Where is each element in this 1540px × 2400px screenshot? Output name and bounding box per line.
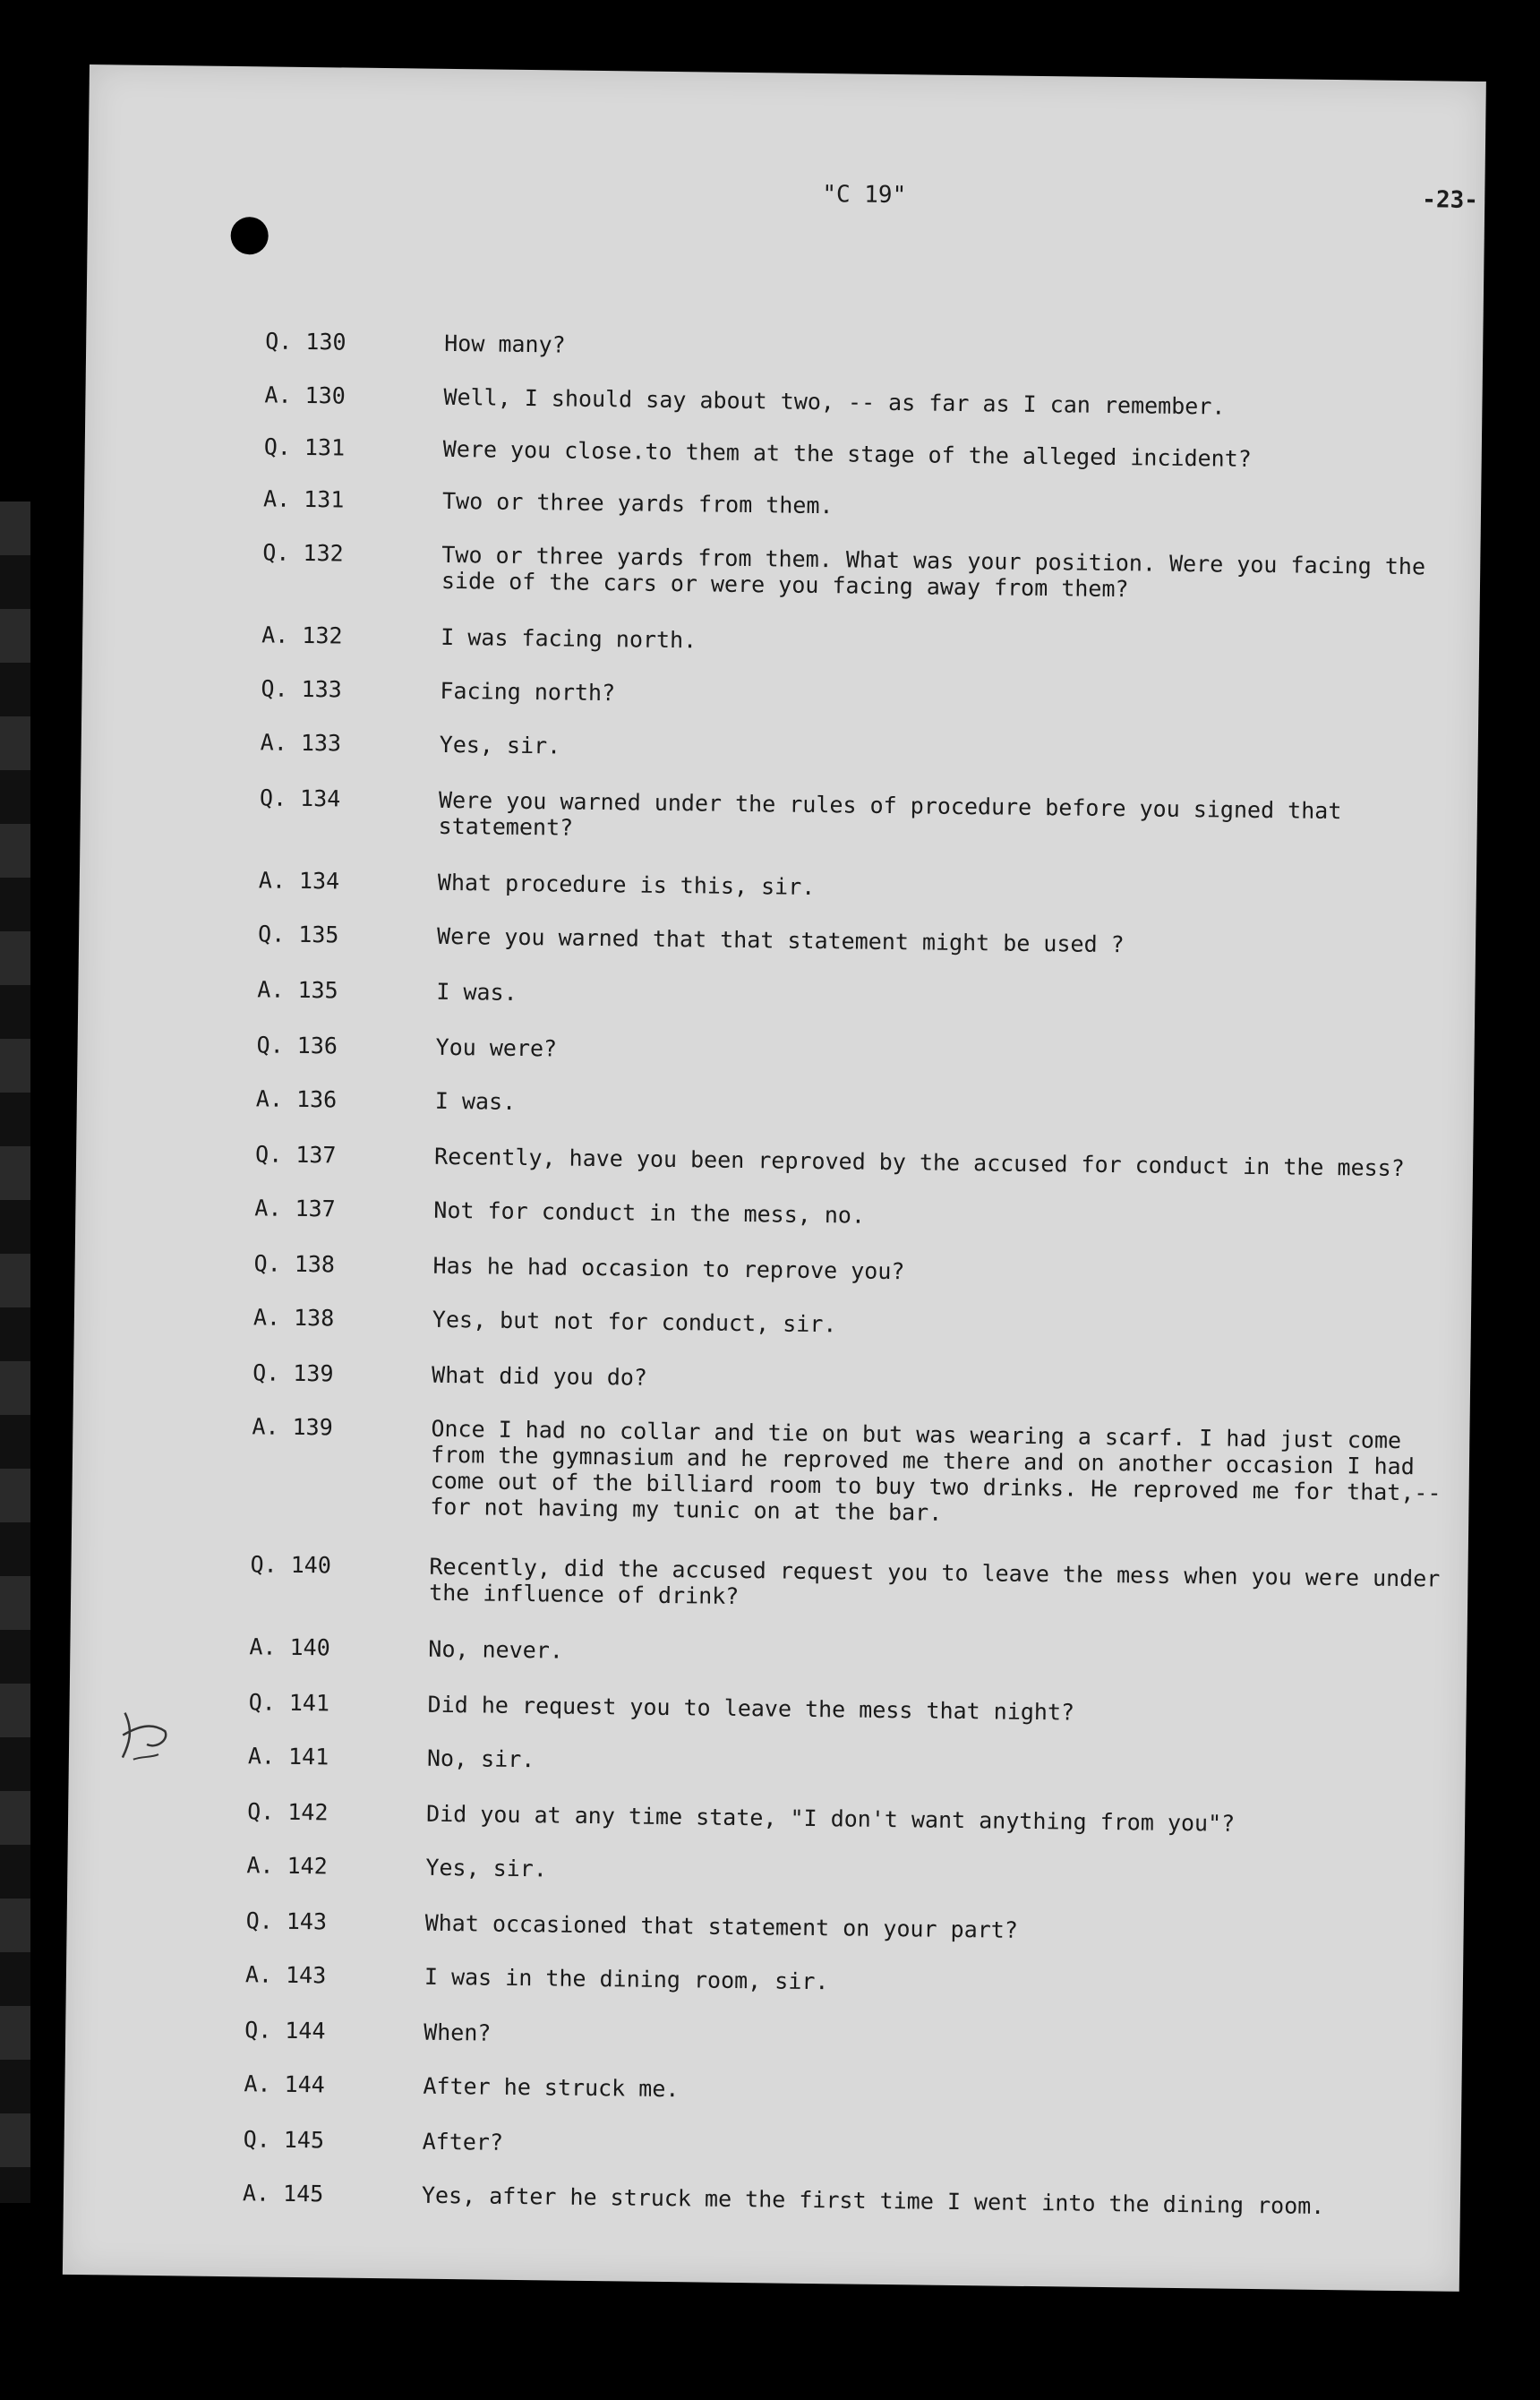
qa-text: Were you warned that that statement might be used ? xyxy=(436,922,1125,958)
qa-text: Well, I should say about two, -- as far as I can remember. xyxy=(443,383,1226,420)
qa-text: After? xyxy=(422,2128,504,2156)
qa-label: Q. 133 xyxy=(261,675,342,703)
qa-label: Q. 142 xyxy=(247,1798,329,1826)
qa-label: A. 133 xyxy=(260,729,342,757)
qa-label: A. 145 xyxy=(242,2180,324,2207)
qa-row xyxy=(74,1302,1471,1338)
qa-row xyxy=(86,380,1483,420)
qa-row xyxy=(69,1741,1466,1773)
qa-label: A. 136 xyxy=(255,1085,338,1113)
qa-text: I was. xyxy=(434,1087,517,1115)
film-edge xyxy=(0,501,30,2203)
qa-text: I was in the dining room, sir. xyxy=(424,1963,829,1995)
qa-text: What procedure is this, sir. xyxy=(437,869,816,900)
qa-row xyxy=(65,2015,1462,2046)
qa-label: Q. 140 xyxy=(250,1551,332,1579)
qa-label: A. 132 xyxy=(261,621,343,649)
qa-label: A. 139 xyxy=(252,1413,333,1441)
qa-row xyxy=(72,1549,1468,1609)
qa-row xyxy=(85,432,1482,472)
qa-row xyxy=(86,326,1483,358)
qa-label: A. 138 xyxy=(252,1304,335,1332)
handwritten-initials-icon xyxy=(116,1703,179,1767)
qa-row xyxy=(77,1084,1474,1115)
qa-text: I was. xyxy=(436,978,518,1006)
qa-label: Q. 130 xyxy=(265,328,346,356)
qa-text: Recently, have you been reproved by the accused for conduct in the mess? xyxy=(433,1143,1405,1182)
qa-row xyxy=(79,974,1476,1006)
qa-text: No, never. xyxy=(428,1635,564,1664)
qa-row xyxy=(67,1906,1464,1943)
qa-text: Has he had occasion to reprove you? xyxy=(432,1252,905,1285)
qa-text: Yes, sir. xyxy=(425,1854,548,1882)
qa-row xyxy=(82,620,1479,654)
qa-row xyxy=(79,919,1476,958)
qa-label: Q. 137 xyxy=(254,1141,337,1169)
qa-row xyxy=(73,1411,1470,1526)
qa-label: Q. 136 xyxy=(256,1032,338,1059)
qa-text: I was facing north. xyxy=(441,623,697,654)
qa-text: Were you close.to them at the stage of the alleged incident? xyxy=(442,435,1252,472)
qa-row xyxy=(64,2178,1460,2220)
qa-label: Q. 131 xyxy=(263,433,346,461)
qa-row xyxy=(81,727,1478,759)
qa-row xyxy=(78,1030,1475,1062)
qa-row xyxy=(73,1358,1470,1391)
qa-text: No, sir. xyxy=(426,1744,535,1773)
punch-hole xyxy=(230,217,269,255)
qa-row xyxy=(65,2069,1462,2103)
page-number: -23- xyxy=(1422,186,1479,214)
qa-label: A. 144 xyxy=(244,2070,325,2098)
qa-row xyxy=(66,1959,1463,1995)
qa-label: A. 143 xyxy=(244,1961,327,1989)
qa-text: When? xyxy=(424,2019,492,2046)
qa-label: A. 130 xyxy=(264,381,346,409)
qa-text: After he struck me. xyxy=(423,2072,680,2103)
qa-text: Once I had no collar and tie on but was wearing a scarf. I had just come from the gymnasium and he reproved me there and on another occasion I had come out of the billiard room to buy two drinks. He reproved me for that,-- for not having my tunic on at the bar. xyxy=(430,1415,1442,1526)
qa-text: Did you at any time state, "I don't want anything from you"? xyxy=(425,1800,1236,1837)
qa-label: A. 135 xyxy=(257,976,338,1004)
qa-label: Q. 139 xyxy=(252,1359,334,1387)
qa-text: Two or three yards from them. xyxy=(441,487,834,519)
qa-text: What occasioned that statement on your part? xyxy=(424,1909,1019,1943)
qa-label: A. 141 xyxy=(247,1743,329,1770)
qa-row xyxy=(70,1687,1467,1726)
transcript xyxy=(87,253,1484,2220)
qa-label: Q. 144 xyxy=(244,2017,326,2044)
qa-label: Q. 132 xyxy=(262,539,344,567)
qa-label: Q. 141 xyxy=(248,1689,330,1717)
exhibit-label: "C 19" xyxy=(822,181,907,210)
qa-text: How many? xyxy=(444,330,566,358)
qa-row xyxy=(81,783,1477,841)
qa-row xyxy=(76,1193,1473,1229)
qa-row xyxy=(71,1632,1467,1664)
document-page xyxy=(63,64,1486,2292)
qa-text: Did he request you to leave the mess that night? xyxy=(427,1691,1075,1726)
qa-text: Facing north? xyxy=(440,677,616,707)
qa-row xyxy=(82,673,1479,707)
qa-row xyxy=(84,537,1481,603)
qa-row xyxy=(75,1248,1472,1285)
qa-label: Q. 145 xyxy=(243,2126,325,2154)
qa-text: You were? xyxy=(435,1033,558,1062)
qa-label: A. 131 xyxy=(262,485,345,513)
qa-label: Q. 138 xyxy=(253,1250,336,1278)
qa-text: Not for conduct in the mess, no. xyxy=(433,1196,866,1229)
qa-label: A. 142 xyxy=(246,1852,328,1880)
qa-text: Yes, after he struck me the first time I went into the dining room. xyxy=(421,2181,1325,2220)
qa-row xyxy=(84,484,1481,519)
qa-label: A. 140 xyxy=(249,1633,330,1661)
qa-text: What did you do? xyxy=(431,1361,648,1391)
qa-text: Two or three yards from them. What was your position. Were you facing the side of the cars or were you facing away from them? xyxy=(441,541,1426,603)
qa-row xyxy=(68,1796,1465,1837)
qa-text: Yes, sir. xyxy=(439,731,561,759)
qa-label: Q. 135 xyxy=(257,921,339,948)
qa-row xyxy=(76,1139,1473,1182)
qa-label: A. 134 xyxy=(258,867,340,895)
qa-label: A. 137 xyxy=(254,1195,336,1222)
qa-row xyxy=(64,2124,1461,2156)
qa-text: Were you warned under the rules of procedure before you signed that statement? xyxy=(438,786,1342,841)
qa-row xyxy=(80,865,1476,900)
qa-row xyxy=(68,1850,1465,1882)
qa-label: Q. 143 xyxy=(245,1907,328,1935)
qa-label: Q. 134 xyxy=(259,784,341,812)
qa-text: Yes, but not for conduct, sir. xyxy=(432,1306,837,1338)
qa-text: Recently, did the accused request you to leave the mess when you were under the influence of drink? xyxy=(429,1553,1441,1609)
